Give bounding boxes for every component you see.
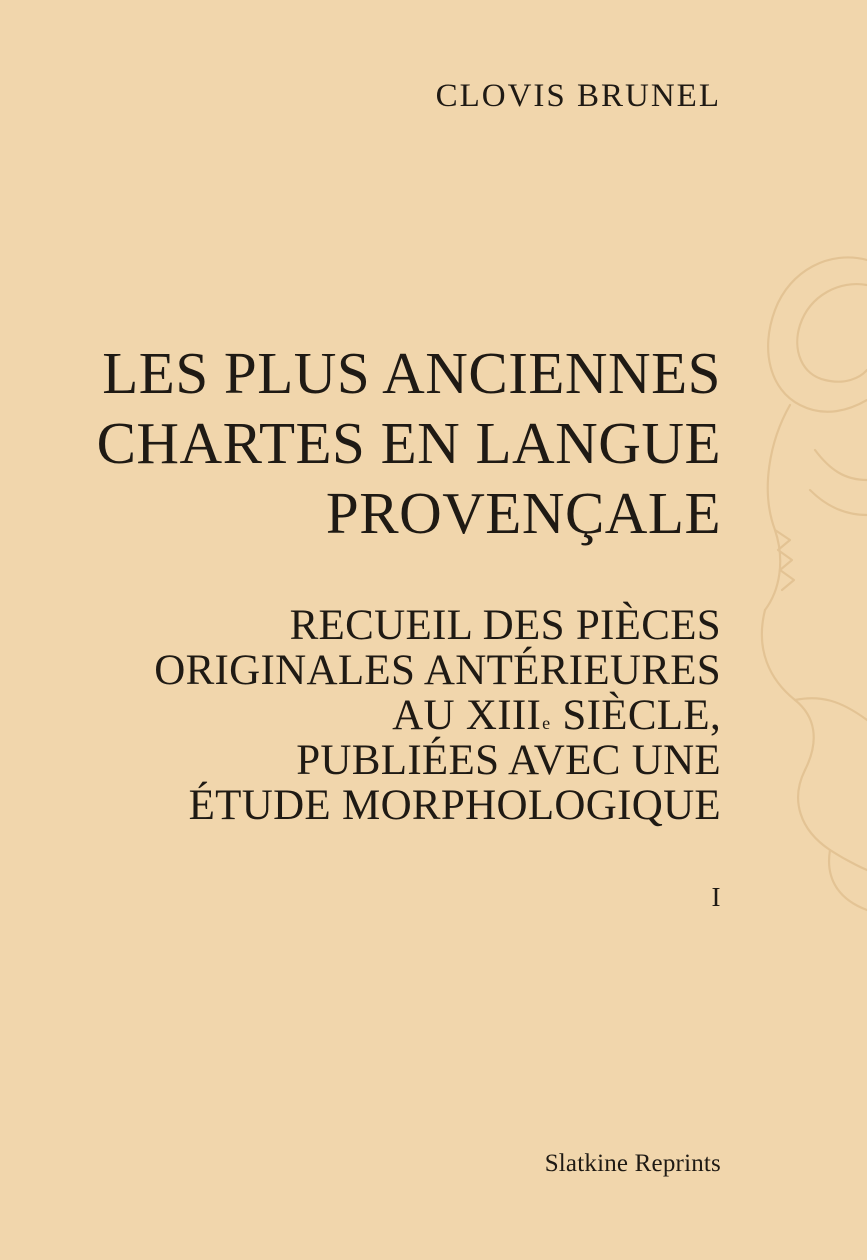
subtitle-line: ORIGINALES ANTÉRIEURES [154, 647, 721, 694]
ordinal-superscript: e [542, 713, 551, 733]
subtitle-line: PUBLIÉES AVEC UNE [296, 737, 721, 784]
publisher-name: Slatkine Reprints [544, 1150, 721, 1177]
emblem-watermark [730, 230, 867, 930]
title-line: PROVENÇALE [325, 480, 721, 546]
title-line: LES PLUS ANCIENNES [102, 340, 721, 406]
subtitle-line: ÉTUDE MORPHOLOGIQUE [188, 782, 721, 829]
subtitle-line-century [154, 693, 721, 738]
author-name: CLOVIS BRUNEL [435, 78, 721, 114]
volume-number: I [711, 882, 721, 912]
book-title [97, 338, 721, 548]
title-line: CHARTES EN LANGUE [96, 410, 721, 476]
subtitle-century-suffix: SIÈCLE, [551, 692, 721, 739]
subtitle-line: RECUEIL DES PIÈCES [289, 602, 721, 649]
book-subtitle [154, 603, 721, 828]
subtitle-century-prefix: AU XIII [392, 692, 542, 739]
